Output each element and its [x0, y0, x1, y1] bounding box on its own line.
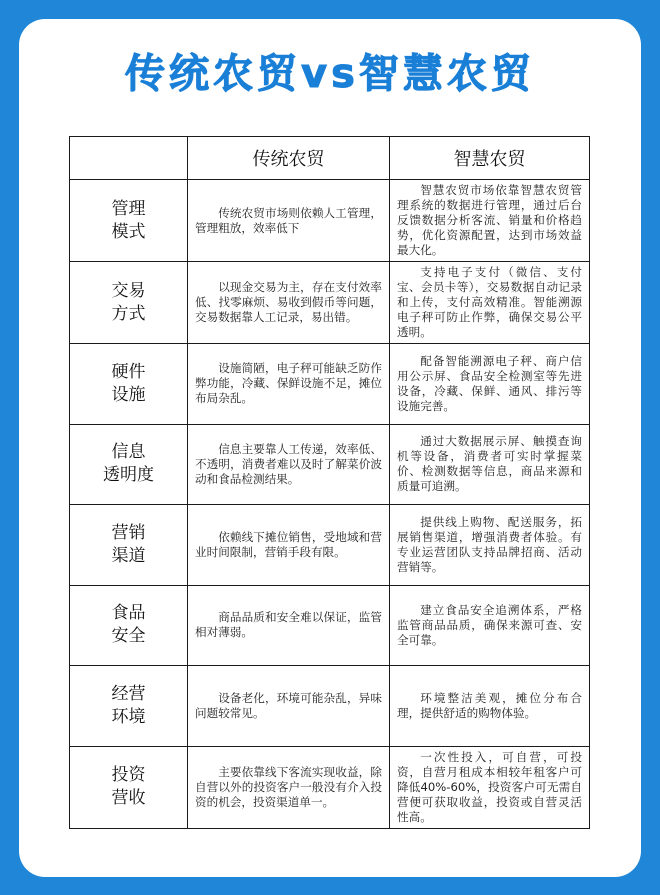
category-line-2: 设施 — [111, 384, 146, 405]
table-row — [70, 666, 590, 747]
category-line-2: 营收 — [111, 788, 146, 808]
category-line-2: 透明度 — [103, 465, 154, 486]
smart-cell: 支持电子支付（微信、支付宝、会员卡等），交易数据自动记录和上传，支付高效精准。智能溯源电子秤可防止作弊，确保交易公平透明。 — [390, 262, 590, 344]
table-row — [70, 424, 590, 505]
smart-cell: 配备智能溯源电子秤、商户信用公示屏、食品安全检测室等先进设备，冷藏、保鲜、通风、排污等设施完善。 — [390, 344, 590, 425]
traditional-cell: 以现金交易为主，存在支付效率低、找零麻烦、易收到假币等问题，交易数据靠人工记录，易出错。 — [188, 262, 390, 344]
category-line-1: 食品 — [111, 603, 146, 624]
traditional-cell: 依赖线下摊位销售，受地域和营业时间限制，营销手段有限。 — [188, 505, 390, 586]
smart-cell: 通过大数据展示屏、触摸查询机等设备，消费者可实时掌握菜价、检测数据等信息，商品来源和质量可追溯。 — [390, 424, 590, 505]
header-corner-cell — [70, 137, 188, 180]
smart-cell: 建立食品安全追溯体系，严格监管商品品质，确保来源可查、安全可靠。 — [390, 585, 590, 666]
category-line-2: 方式 — [111, 303, 146, 324]
row-category — [70, 424, 188, 505]
table-row — [70, 262, 590, 344]
comparison-table — [69, 136, 590, 829]
row-category — [70, 746, 188, 828]
table-row — [70, 505, 590, 586]
smart-cell: 智慧农贸市场依靠智慧农贸管理系统的数据进行管理，通过后台反馈数据分析客流、销量和价格趋势，优化资源配置，达到市场效益最大化。 — [390, 180, 590, 262]
traditional-cell: 设施简陋，电子秤可能缺乏防作弊功能，冷藏、保鲜设施不足，摊位布局杂乱。 — [188, 344, 390, 425]
row-category — [70, 344, 188, 425]
smart-cell: 提供线上购物、配送服务，拓展销售渠道，增强消费者体验。有专业运营团队支持品牌招商、活动营销等。 — [390, 505, 590, 586]
table-row — [70, 585, 590, 666]
table-row — [70, 180, 590, 262]
category-line-1: 信息 — [111, 442, 146, 463]
table-row — [70, 746, 590, 828]
traditional-cell: 商品品质和安全难以保证，监管相对薄弱。 — [188, 585, 390, 666]
category-line-2: 模式 — [111, 221, 146, 242]
table-header-row — [70, 137, 590, 180]
row-category — [70, 262, 188, 344]
category-line-1: 经营 — [111, 683, 146, 704]
category-line-1: 投资 — [111, 765, 146, 785]
category-line-1: 管理 — [111, 198, 146, 219]
row-category — [70, 505, 188, 586]
traditional-cell: 设备老化，环境可能杂乱，异味问题较常见。 — [188, 666, 390, 747]
category-line-2: 环境 — [111, 706, 146, 727]
category-line-2: 渠道 — [111, 545, 146, 566]
header-traditional: 传统农贸 — [188, 137, 390, 180]
smart-cell: 一次性投入，可自营，可投资，自营月租成本相较年租客户可降低40%-60%，投资客户可无需自营便可获取收益，投资或自营灵活性高。 — [390, 746, 590, 828]
header-smart: 智慧农贸 — [390, 137, 590, 180]
category-line-1: 硬件 — [111, 361, 146, 382]
row-category — [70, 666, 188, 747]
category-line-1: 交易 — [111, 280, 146, 301]
traditional-cell: 传统农贸市场则依赖人工管理，管理粗放，效率低下 — [188, 180, 390, 262]
traditional-cell: 信息主要靠人工传递，效率低、不透明，消费者难以及时了解菜价波动和食品检测结果。 — [188, 424, 390, 505]
row-category — [70, 180, 188, 262]
traditional-cell: 主要依靠线下客流实现收益，除自营以外的投资客户一般没有介入投资的机会，投资渠道单一。 — [188, 746, 390, 828]
table-row — [70, 344, 590, 425]
category-line-2: 安全 — [111, 626, 146, 647]
page-title: 传统农贸vs智慧农贸 — [125, 51, 535, 97]
smart-cell: 环境整洁美观，摊位分布合理，提供舒适的购物体验。 — [390, 666, 590, 747]
row-category — [70, 585, 188, 666]
category-line-1: 营销 — [111, 522, 146, 543]
